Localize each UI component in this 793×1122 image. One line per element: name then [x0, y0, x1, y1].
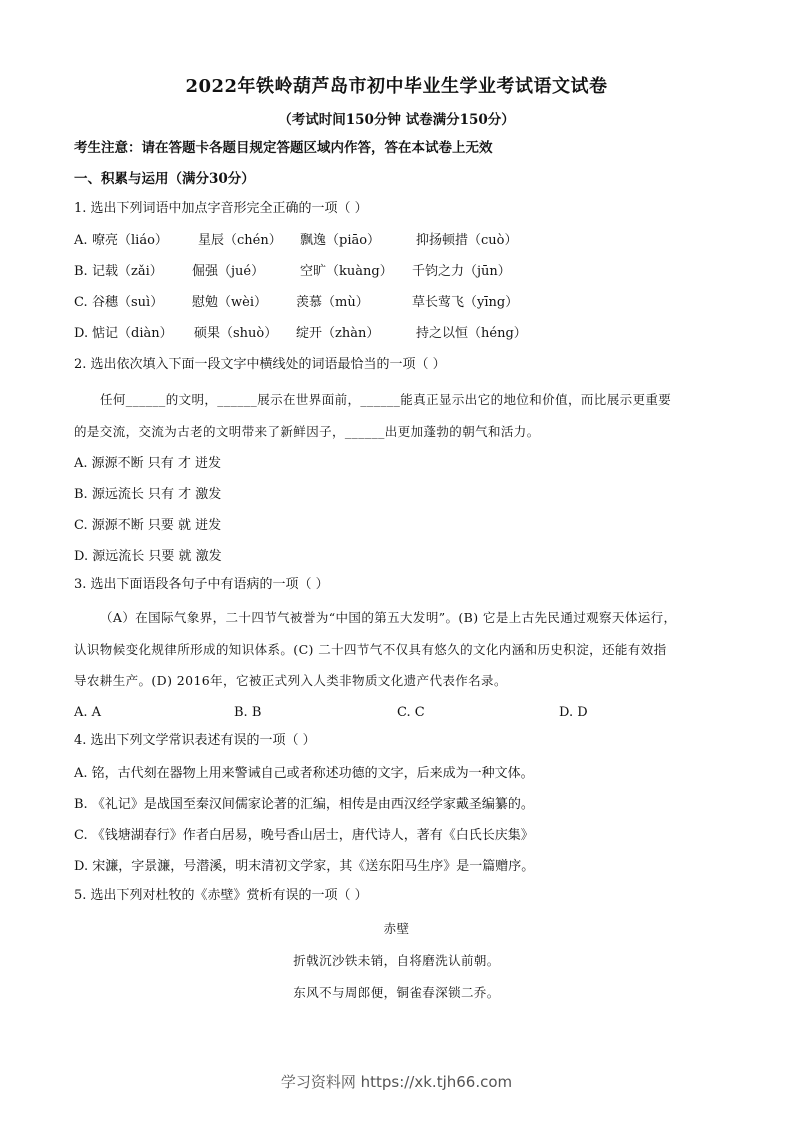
q2-option-d: D. 源远流长 只要 就 激发	[74, 549, 222, 564]
q4-option-d: D. 宋濂，字景濂，号潜溪，明末清初文学家，其《送东阳马生序》是一篇赠序。	[74, 859, 535, 874]
q1-c-word-2: 慰勉（wèi）	[192, 295, 267, 310]
question-3-stem: 3. 选出下面语段各句子中有语病的一项（ ）	[74, 577, 329, 592]
q2-passage-line-1: 任何______的文明，______展示在世界面前，______能真正显示出它的地位和价值，而比展示更重要	[100, 392, 672, 407]
q4-option-c: C. 《钱塘湖春行》作者白居易，晚号香山居士，唐代诗人，著有《白氏长庆集》	[74, 828, 534, 843]
q1-b-word-4: 千钧之力（jūn）	[412, 264, 511, 279]
q1-c-word-1: 谷穗（suì）	[92, 295, 164, 310]
q1-a-word-1: 嘹亮（liáo）	[92, 233, 168, 248]
q1-b-word-1: 记载（zǎi）	[92, 264, 163, 279]
q1-d-word-4: 持之以恒（héng）	[416, 326, 527, 341]
q1-option-a	[74, 232, 518, 250]
q1-option-d-label: D.	[74, 326, 89, 341]
q3-passage-line-3: 导农耕生产。(D) 2016年，它被正式列入人类非物质文化遗产代表作名录。	[74, 673, 507, 688]
q1-option-c	[74, 294, 519, 312]
q2-option-b: B. 源远流长 只有 才 激发	[74, 487, 222, 502]
q1-a-word-2: 星辰（chén）	[198, 233, 282, 248]
q4-option-b: B. 《礼记》是战国至秦汉间儒家论著的汇编，相传是由西汉经学家戴圣编纂的。	[74, 797, 534, 812]
q2-passage-line-2: 的是交流，交流为古老的文明带来了新鲜因子，______出更加蓬勃的朝气和活力。	[74, 424, 540, 439]
poem-line-1: 折戟沉沙铁未销，自将磨洗认前朝。	[293, 953, 500, 968]
q1-option-b-label: B.	[74, 264, 88, 279]
page-subtitle: （考试时间150分钟 试卷满分150分）	[278, 112, 515, 128]
q1-d-word-2: 硕果（shuò）	[194, 326, 278, 341]
question-2-stem: 2. 选出依次填入下面一段文字中横线处的词语最恰当的一项（ ）	[74, 357, 446, 372]
q3-option-d: D. D	[559, 705, 588, 720]
q1-c-word-3: 羡慕（mù）	[296, 295, 369, 310]
q3-passage-line-1: （A）在国际气象界，二十四节气被誉为“中国的第五大发明”。(B) 它是上古先民通过观察天体运行，	[100, 610, 677, 625]
q2-option-c: C. 源源不断 只要 就 迸发	[74, 518, 222, 533]
question-1-stem: 1. 选出下列词语中加点字音形完全正确的一项（ ）	[74, 201, 368, 216]
question-5-stem: 5. 选出下列对杜牧的《赤壁》赏析有误的一项（ ）	[74, 888, 368, 903]
q3-option-c: C. C	[397, 705, 425, 720]
q1-option-a-label: A.	[74, 233, 88, 248]
q3-passage-line-2: 认识物候变化规律所形成的知识体系。(C) 二十四节气不仅具有悠久的文化内涵和历史积淀，还能有效指	[74, 642, 667, 657]
q1-b-word-3: 空旷（kuàng）	[300, 264, 393, 279]
q1-b-word-2: 倔强（jué）	[192, 264, 265, 279]
footer-watermark: 学习资料网 https://xk.tjh66.com	[280, 1073, 513, 1091]
q2-option-a: A. 源源不断 只有 才 迸发	[74, 456, 222, 471]
q4-option-a: A. 铭，古代刻在器物上用来警诫自己或者称述功德的文字，后来成为一种文体。	[74, 766, 534, 781]
q1-c-word-4: 草长莺飞（yīng）	[412, 295, 519, 310]
section-heading-1: 一、积累与运用（满分30分）	[74, 171, 255, 187]
q1-option-c-label: C.	[74, 295, 88, 310]
q1-d-word-3: 绽开（zhàn）	[296, 326, 380, 341]
q1-option-d	[74, 325, 527, 343]
poem-title: 赤壁	[383, 921, 410, 936]
q1-a-word-3: 飘逸（piāo）	[300, 233, 381, 248]
question-4-stem: 4. 选出下列文学常识表述有误的一项（ ）	[74, 733, 316, 748]
q1-option-b	[74, 263, 511, 281]
poem-line-2: 东风不与周郎便，铜雀春深锁二乔。	[293, 985, 500, 1000]
q3-option-b: B. B	[234, 705, 262, 720]
page-title: 2022年铁岭葫芦岛市初中毕业生学业考试语文试卷	[185, 76, 608, 97]
q3-option-a: A. A	[74, 705, 102, 720]
q1-a-word-4: 抑扬顿措（cuò）	[416, 233, 518, 248]
q1-d-word-1: 惦记（diàn）	[92, 326, 173, 341]
exam-notice: 考生注意：请在答题卡各题目规定答题区域内作答，答在本试卷上无效	[74, 140, 493, 156]
